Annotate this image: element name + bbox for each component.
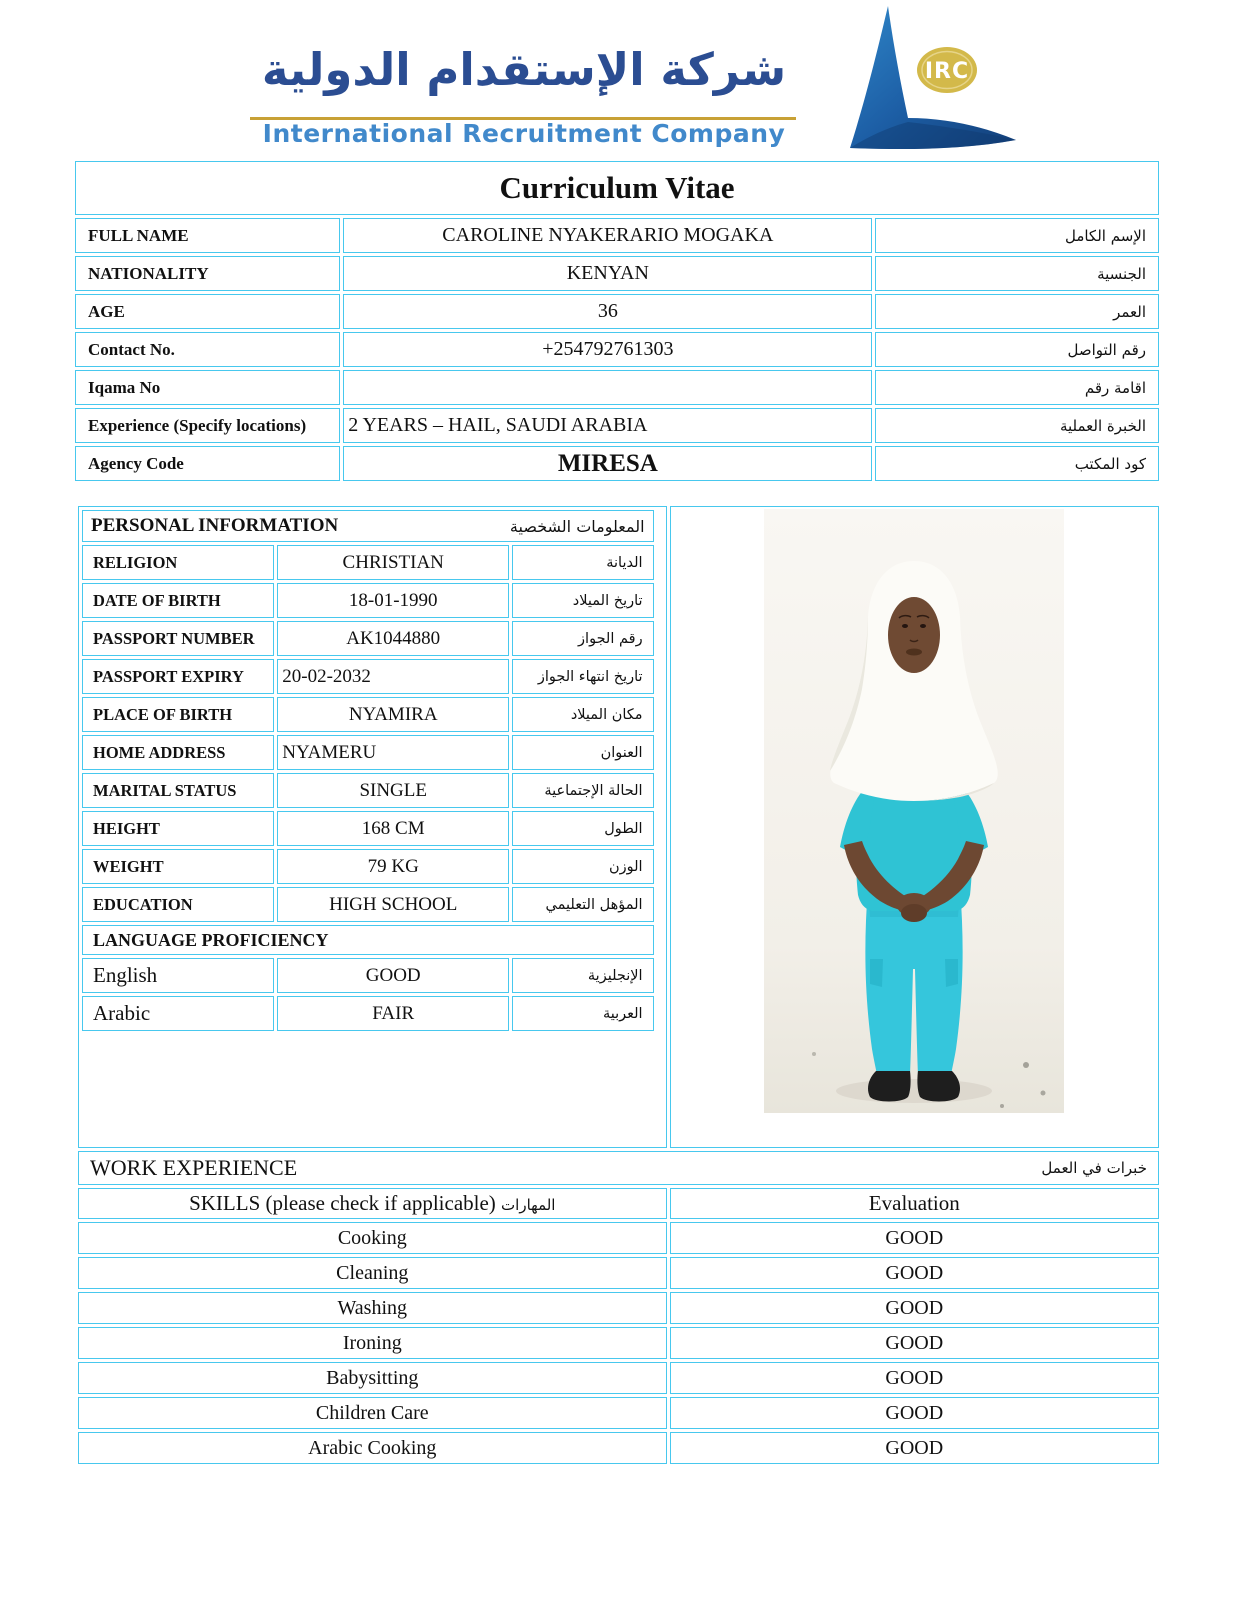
field-label-arabic: الديانة <box>512 545 653 580</box>
language-proficiency-header: LANGUAGE PROFICIENCY <box>82 925 654 955</box>
field-value: NYAMERU <box>277 735 509 770</box>
field-label-arabic: العنوان <box>512 735 653 770</box>
company-name-arabic: شركة الإستقدام الدولية <box>261 43 787 96</box>
field-value: HIGH SCHOOL <box>277 887 509 922</box>
language-label: Arabic <box>82 996 274 1031</box>
evaluation-column-header: Evaluation <box>670 1188 1159 1219</box>
table-row <box>82 583 654 618</box>
field-label: Experience (Specify locations) <box>75 408 340 443</box>
table-row <box>82 773 654 808</box>
field-value: 79 KG <box>277 849 509 884</box>
table-row <box>82 887 654 922</box>
skill-evaluation: GOOD <box>670 1397 1159 1429</box>
field-label-arabic: الخبرة العملية <box>875 408 1159 443</box>
page-title: Curriculum Vitae <box>75 161 1159 215</box>
field-label: HEIGHT <box>82 811 274 846</box>
personal-info-header <box>82 510 654 542</box>
skills-header-arabic: المهارات <box>501 1196 556 1214</box>
language-level: GOOD <box>277 958 509 993</box>
table-row <box>75 294 1159 329</box>
table-row <box>75 332 1159 367</box>
table-row <box>82 925 654 955</box>
table-row <box>78 1188 1159 1219</box>
skill-name: Washing <box>78 1292 667 1324</box>
section-title-arabic: خبرات في العمل <box>1041 1159 1147 1177</box>
field-label-arabic: الإسم الكامل <box>875 218 1159 253</box>
field-label: Iqama No <box>75 370 340 405</box>
field-label: Agency Code <box>75 446 340 481</box>
work-experience-header <box>78 1151 1159 1185</box>
section-title-arabic: المعلومات الشخصية <box>509 516 645 536</box>
skill-name: Children Care <box>78 1397 667 1429</box>
table-row <box>78 1257 1159 1289</box>
skills-column-header <box>78 1188 667 1219</box>
field-label-arabic: العمر <box>875 294 1159 329</box>
cv-summary-table <box>72 158 1162 484</box>
table-row <box>78 1151 1159 1185</box>
field-value: 18-01-1990 <box>277 583 509 618</box>
field-value: 20-02-2032 <box>277 659 509 694</box>
language-level: FAIR <box>277 996 509 1031</box>
field-value: 2 YEARS – HAIL, SAUDI ARABIA <box>343 408 872 443</box>
table-row <box>82 996 654 1031</box>
field-value: 168 CM <box>277 811 509 846</box>
field-label: MARITAL STATUS <box>82 773 274 808</box>
table-row <box>75 408 1159 443</box>
skill-evaluation: GOOD <box>670 1432 1159 1464</box>
skill-name: Cleaning <box>78 1257 667 1289</box>
table-row <box>78 1397 1159 1429</box>
skills-header-label: SKILLS (please check if applicable) <box>189 1191 496 1215</box>
table-row <box>82 735 654 770</box>
field-label: NATIONALITY <box>75 256 340 291</box>
field-label: PASSPORT NUMBER <box>82 621 274 656</box>
table-row <box>75 446 1159 481</box>
field-label: EDUCATION <box>82 887 274 922</box>
table-row <box>82 811 654 846</box>
skill-evaluation: GOOD <box>670 1292 1159 1324</box>
field-label: RELIGION <box>82 545 274 580</box>
candidate-photo <box>764 509 1064 1113</box>
skill-evaluation: GOOD <box>670 1257 1159 1289</box>
field-label-arabic: المؤهل التعليمي <box>512 887 653 922</box>
company-header <box>0 0 1236 158</box>
table-row <box>78 1432 1159 1464</box>
field-value: KENYAN <box>343 256 872 291</box>
language-label: English <box>82 958 274 993</box>
skill-name: Cooking <box>78 1222 667 1254</box>
company-name-english: International Recruitment Company <box>262 119 786 148</box>
field-label-arabic: الوزن <box>512 849 653 884</box>
language-label-arabic: العربية <box>512 996 653 1031</box>
field-label-arabic: الحالة الإجتماعية <box>512 773 653 808</box>
skill-evaluation: GOOD <box>670 1222 1159 1254</box>
section-title: WORK EXPERIENCE <box>90 1155 298 1180</box>
personal-info-cell <box>78 506 667 1148</box>
field-label: DATE OF BIRTH <box>82 583 274 618</box>
table-row <box>82 697 654 732</box>
field-value: 36 <box>343 294 872 329</box>
field-value: MIRESA <box>343 446 872 481</box>
skill-name: Babysitting <box>78 1362 667 1394</box>
field-label-arabic: رقم التواصل <box>875 332 1159 367</box>
personal-and-skills-table <box>75 503 1162 1467</box>
field-label: PASSPORT EXPIRY <box>82 659 274 694</box>
field-label: AGE <box>75 294 340 329</box>
table-row <box>78 1292 1159 1324</box>
field-value: +254792761303 <box>343 332 872 367</box>
language-label-arabic: الإنجليزية <box>512 958 653 993</box>
table-row <box>78 506 1159 1148</box>
field-label: HOME ADDRESS <box>82 735 274 770</box>
field-value: CHRISTIAN <box>277 545 509 580</box>
section-title: PERSONAL INFORMATION <box>91 515 339 536</box>
field-label: WEIGHT <box>82 849 274 884</box>
field-label-arabic: الجنسية <box>875 256 1159 291</box>
field-label: PLACE OF BIRTH <box>82 697 274 732</box>
table-row <box>75 256 1159 291</box>
field-label: Contact No. <box>75 332 340 367</box>
field-value: NYAMIRA <box>277 697 509 732</box>
table-row <box>82 958 654 993</box>
skill-name: Ironing <box>78 1327 667 1359</box>
table-row <box>78 1327 1159 1359</box>
field-label-arabic: تاريخ انتهاء الجواز <box>512 659 653 694</box>
table-row <box>78 1362 1159 1394</box>
field-value: SINGLE <box>277 773 509 808</box>
personal-info-table <box>79 507 657 1034</box>
company-logo-icon <box>842 4 1022 154</box>
field-label-arabic: تاريخ الميلاد <box>512 583 653 618</box>
skill-evaluation: GOOD <box>670 1362 1159 1394</box>
table-row <box>78 1222 1159 1254</box>
skill-name: Arabic Cooking <box>78 1432 667 1464</box>
field-label-arabic: الطول <box>512 811 653 846</box>
irc-badge-text: IRC <box>924 59 970 84</box>
field-value <box>343 370 872 405</box>
photo-cell <box>670 506 1159 1148</box>
field-label: FULL NAME <box>75 218 340 253</box>
table-row <box>82 510 654 542</box>
table-row <box>82 621 654 656</box>
table-row <box>82 545 654 580</box>
table-row <box>75 370 1159 405</box>
table-row <box>82 659 654 694</box>
table-row <box>75 218 1159 253</box>
skill-evaluation: GOOD <box>670 1327 1159 1359</box>
field-label-arabic: اقامة رقم <box>875 370 1159 405</box>
field-label-arabic: رقم الجواز <box>512 621 653 656</box>
field-value: CAROLINE NYAKERARIO MOGAKA <box>343 218 872 253</box>
table-row <box>82 849 654 884</box>
table-row <box>75 161 1159 215</box>
field-value: AK1044880 <box>277 621 509 656</box>
field-label-arabic: مكان الميلاد <box>512 697 653 732</box>
field-label-arabic: كود المكتب <box>875 446 1159 481</box>
